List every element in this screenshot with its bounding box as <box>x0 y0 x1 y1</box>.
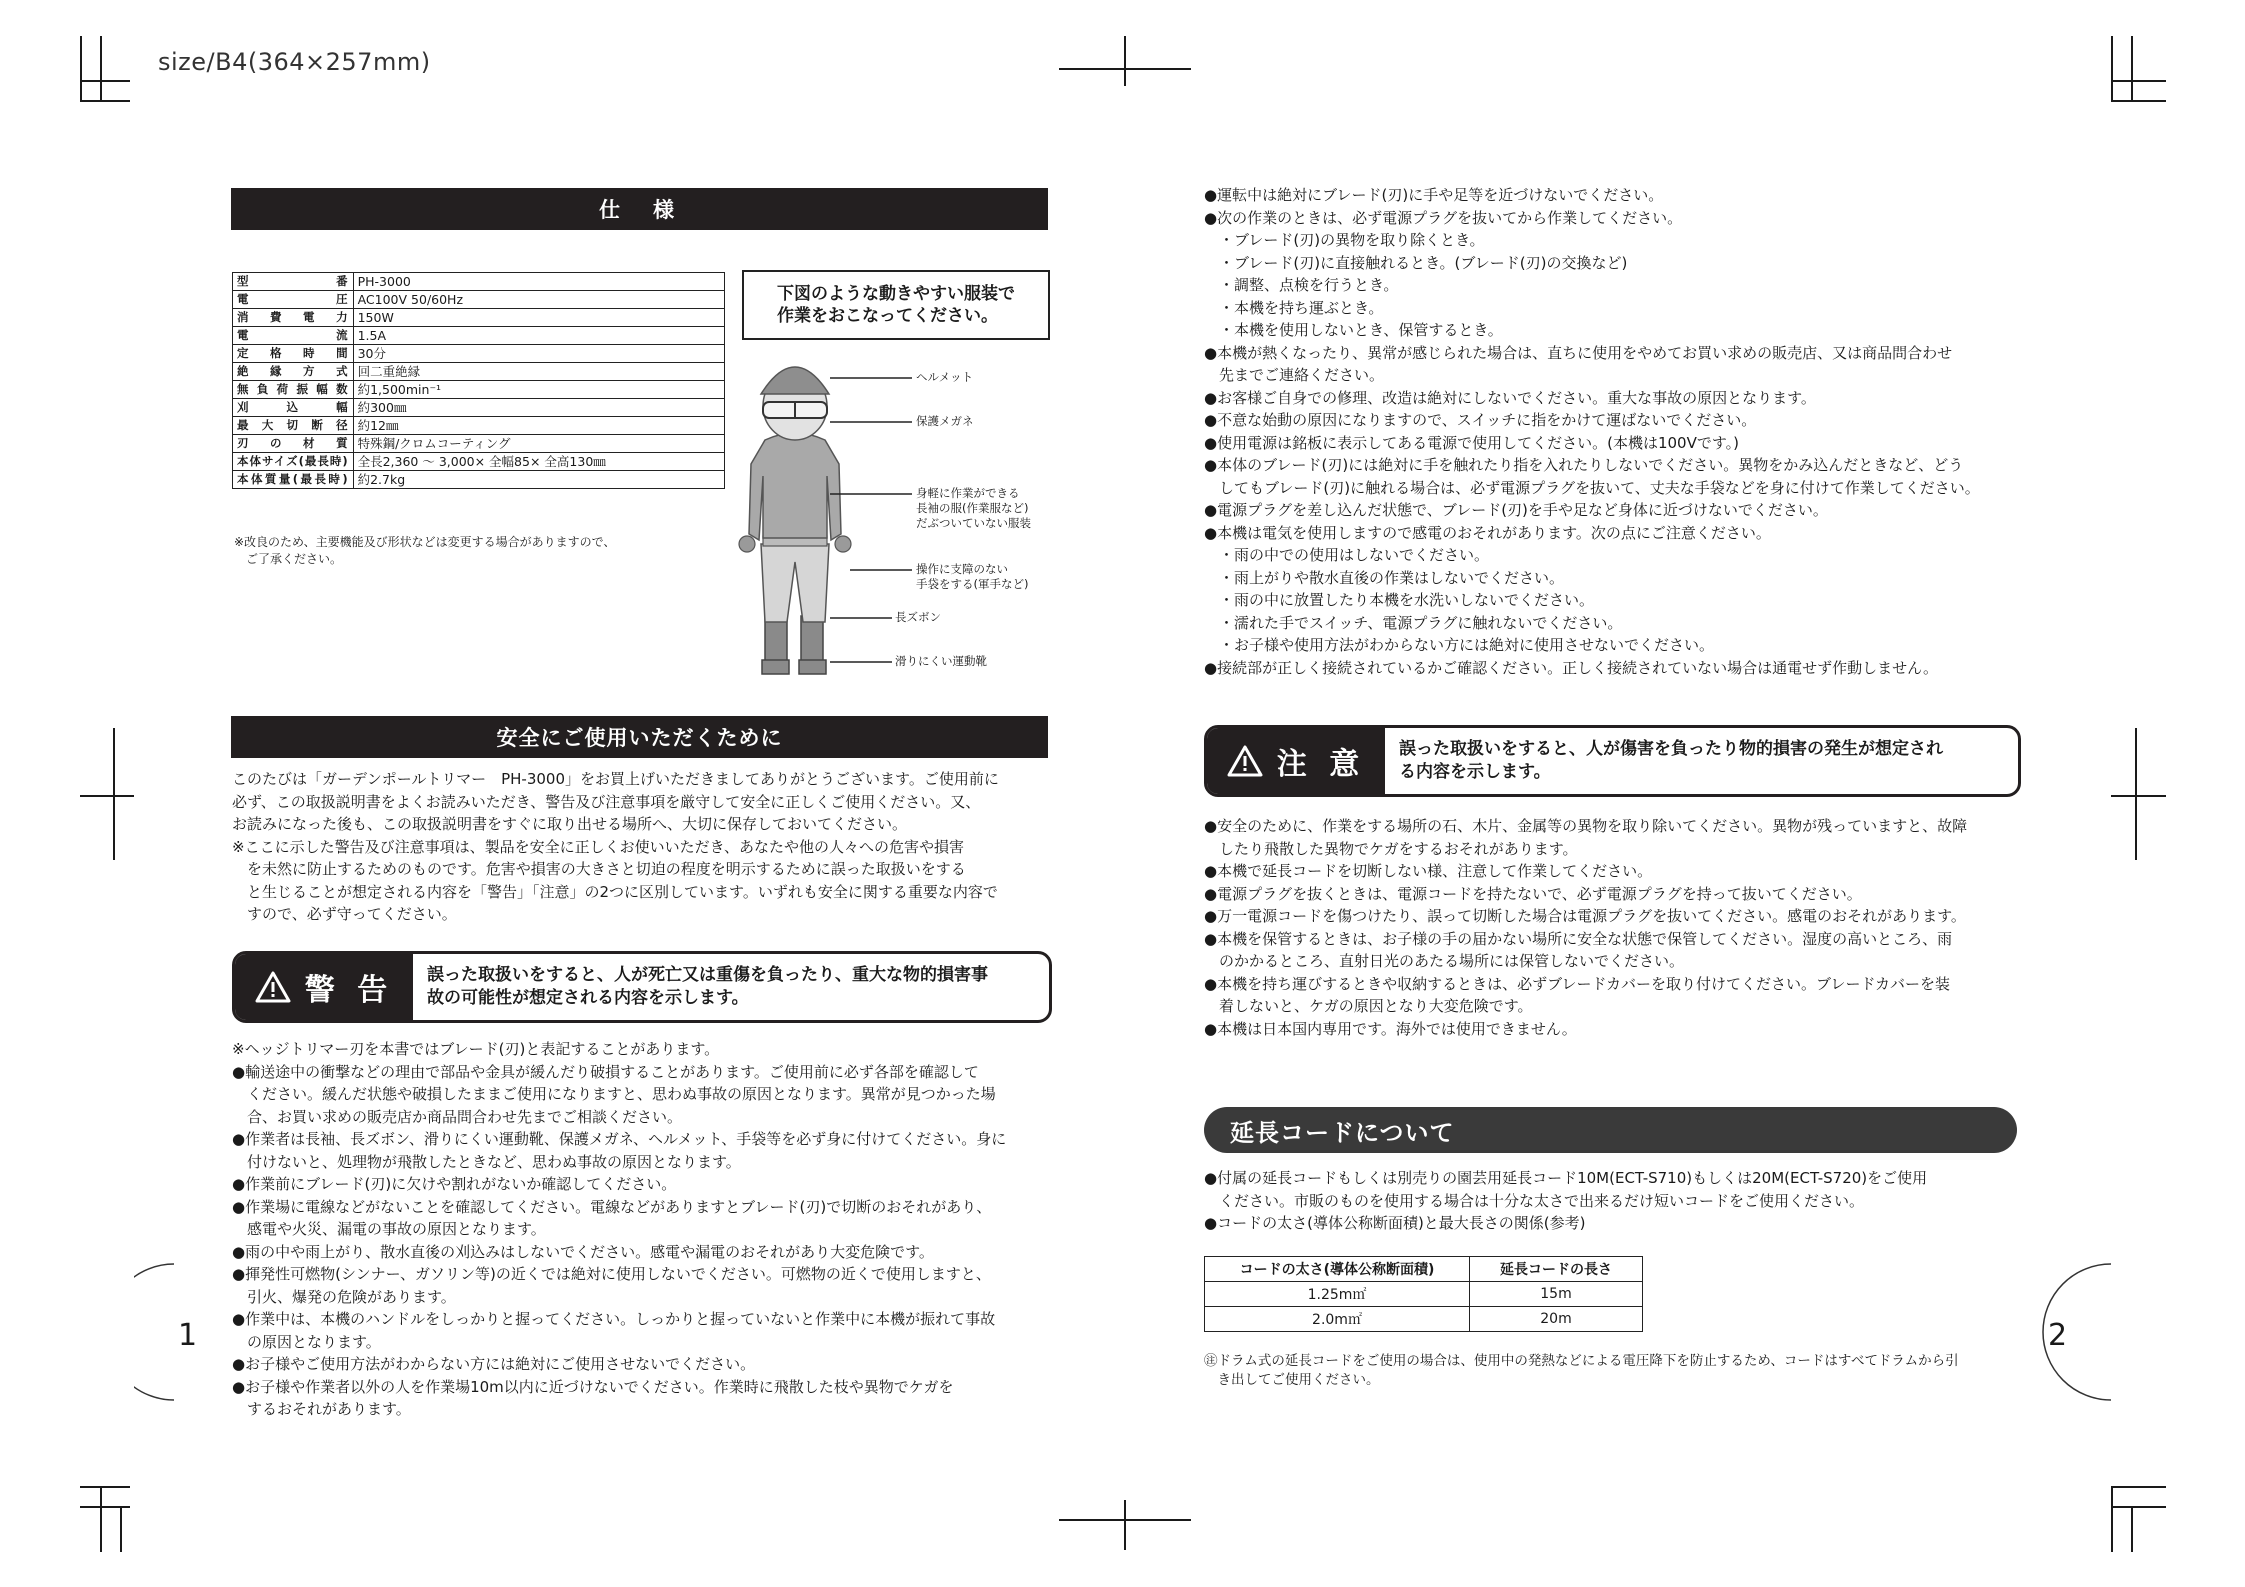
warning-line: するおそれがあります。 <box>232 1400 411 1418</box>
warning-line: 先までご連絡ください。 <box>1204 366 1385 384</box>
warning-line: ●お子様やご使用方法がわからない方には絶対にご使用させないでください。 <box>232 1355 756 1373</box>
spec-key: 本体サイズ(最長時) <box>233 453 354 471</box>
spec-value: 全長2,360 ～ 3,000× 全幅85× 全高130㎜ <box>353 453 724 471</box>
cord-header-length: 延長コードの長さ <box>1470 1257 1643 1282</box>
spec-value: 特殊鋼/クロムコーティング <box>353 435 724 453</box>
warning-line: ください。緩んだ状態や破損したままご使用になりますと、思わぬ事故の原因となります。異常が見つかった場 <box>232 1085 996 1103</box>
caution-line: したり飛散した異物でケガをするおそれがあります。 <box>1204 839 1578 858</box>
warning-line: ●揮発性可燃物(シンナー、ガソリン等)の近くでは絶対に使用しないでください。可燃物の近くで使用しますと、 <box>232 1265 991 1283</box>
spec-key: 最大切断径 <box>233 417 354 435</box>
warning-line: ●本機が熱くなったり、異常が感じられた場合は、直ちに使用をやめてお買い求めの販売店、又は商品問合わせ <box>1204 343 1953 362</box>
spec-value: 30分 <box>353 345 724 363</box>
spec-row <box>233 453 725 471</box>
spec-value: 約300㎜ <box>353 399 724 417</box>
warning-line: ●作業中は、本機のハンドルをしっかりと握ってください。しっかりと握っていないと作業中に本機が振れて事故 <box>232 1310 996 1328</box>
top-warning-items <box>1204 184 1980 679</box>
warning-line: ・濡れた手でスイッチ、電源プラグに触れないでください。 <box>1204 613 1623 632</box>
warning-line: ・本機を持ち運ぶとき。 <box>1204 298 1384 317</box>
label-gloves: 操作に支障のない 手袋をする(軍手など) <box>916 562 1029 591</box>
warning-line: ・お子様や使用方法がわからない方には絶対に使用させないでください。 <box>1204 636 1715 654</box>
spec-value: 回二重絶縁 <box>353 363 724 381</box>
warning-line: ●お客様ご自身での修理、改造は絶対にしないでください。重大な事故の原因となります。 <box>1204 388 1816 407</box>
spec-value: 1.5A <box>353 327 724 345</box>
spec-row <box>233 435 725 453</box>
spec-key: 無負荷振幅数 <box>233 381 354 399</box>
warning-line: ・本機を使用しないとき、保管するとき。 <box>1204 321 1503 339</box>
cord-cell: 15m <box>1470 1282 1643 1307</box>
caution-line: 着しないと、ケガの原因となり大変危険です。 <box>1204 997 1533 1015</box>
spec-key: 電圧 <box>233 291 354 309</box>
caution-line: ●電源プラグを抜くときは、電源コードを持たないで、必ず電源プラグを持って抜いてください。 <box>1204 884 1862 903</box>
caution-description: 誤った取扱いをすると、人が傷害を負ったり物的損害の発生が想定され る内容を示します。 <box>1399 739 1943 782</box>
spec-row <box>233 417 725 435</box>
spec-value: 約12㎜ <box>353 417 724 435</box>
page-arc-left <box>134 1262 174 1402</box>
label-goggles: 保護メガネ <box>916 414 974 428</box>
spec-row <box>233 381 725 399</box>
spec-row <box>233 327 725 345</box>
extension-cord-items <box>1204 1167 1927 1235</box>
warning-line: ●作業場に電線などがないことを確認してください。電線などがありますとブレード(刃)で切断のおそれがあり、 <box>232 1197 992 1216</box>
spec-key: 型番 <box>233 273 354 291</box>
intro-line: このたびは「ガーデンポールトリマー PH-3000」をお買上げいただきましてありがとうございます。ご使用前に <box>232 770 999 788</box>
spec-value: 約1,500min⁻¹ <box>353 381 724 399</box>
extension-cord-line: ください。市販のものを使用する場合は十分な太さで出来るだけ短いコードをご使用ください。 <box>1204 1191 1865 1210</box>
spec-row <box>233 309 725 327</box>
page-number-right: 2 <box>2048 1318 2068 1353</box>
caution-line: ●本機は日本国内専用です。海外では使用できません。 <box>1204 1019 1577 1038</box>
caution-items <box>1204 815 1967 1040</box>
spec-row <box>233 345 725 363</box>
extension-cord-title: 延長コードについて <box>1204 1107 2017 1153</box>
cord-cell: 20m <box>1470 1307 1643 1332</box>
spec-key: 絶縁方式 <box>233 363 354 381</box>
warning-line: ●雨の中や雨上がり、散水直後の刈込みはしないでください。感電や漏電のおそれがあり大変危険です。 <box>232 1242 934 1261</box>
warning-line: ●使用電源は銘板に表示してある電源で使用してください。(本機は100Vです。) <box>1204 433 1739 452</box>
safety-title: 安全にご使用いただくために <box>231 716 1048 758</box>
spec-key: 刈込幅 <box>233 399 354 417</box>
cord-table <box>1204 1256 1643 1332</box>
warning-line: ●本機は電気を使用しますので感電のおそれがあります。次の点にご注意ください。 <box>1204 523 1771 542</box>
spec-key: 電流 <box>233 327 354 345</box>
warning-line: 引火、爆発の危険があります。 <box>232 1287 456 1306</box>
caution-line: ●本機を持ち運びするときや収納するときは、必ずブレードカバーを取り付けてください。ブレードカバーを装 <box>1204 974 1950 993</box>
page-arc-right <box>2035 1262 2111 1402</box>
warning-line: ・調整、点検を行うとき。 <box>1204 276 1399 294</box>
warning-line: ●電源プラグを差し込んだ状態で、ブレード(刃)を手や足など身体に近づけないでください。 <box>1204 501 1828 519</box>
warning-items <box>232 1038 1006 1421</box>
warning-line: ●作業者は長袖、長ズボン、滑りにくい運動靴、保護メガネ、ヘルメット、手袋等を必ず身に付けてください。身に <box>232 1130 1007 1148</box>
warning-triangle-icon <box>255 971 291 1003</box>
spec-value: PH-3000 <box>353 273 724 291</box>
spec-key: 刃の材質 <box>233 435 354 453</box>
spec-value: 150W <box>353 309 724 327</box>
warning-box <box>232 951 1052 1023</box>
caution-line: ●安全のために、作業をする場所の石、木片、金属等の異物を取り除いてください。異物が残っていますと、故障 <box>1204 817 1968 835</box>
warning-line: ※ヘッジトリマー刃を本書ではブレード(刃)と表記することがあります。 <box>232 1040 720 1058</box>
warning-description: 誤った取扱いをすると、人が死亡又は重傷を負ったり、重大な物的損害事 故の可能性が想定される内容を示します。 <box>427 965 988 1008</box>
label-pants: 長ズボン <box>895 610 941 624</box>
spec-table <box>232 272 725 489</box>
warning-line: ●次の作業のときは、必ず電源プラグを抜いてから作業してください。 <box>1204 208 1683 227</box>
extension-cord-line: ●付属の延長コードもしくは別売りの園芸用延長コード10M(ECT-S710)もしくは20M(ECT-S720)をご使用 <box>1204 1169 1928 1187</box>
label-shoes: 滑りにくい運動靴 <box>895 654 987 668</box>
cord-header-size: コードの太さ(導体公称断面積) <box>1205 1257 1470 1282</box>
spec-title: 仕 様 <box>231 188 1048 230</box>
label-helmet: ヘルメット <box>916 370 974 384</box>
caution-line: ●本機で延長コードを切断しない様、注意して作業してください。 <box>1204 862 1653 880</box>
intro-line: と生じることが想定される内容を「警告」「注意」の2つに区別しています。いずれも安全に関する重要な内容で <box>232 882 998 901</box>
warning-line: ・ブレード(刃)に直接触れるとき。(ブレード(刃)の交換など) <box>1204 253 1628 272</box>
clothing-instruction-box: 下図のような動きやすい服装で 作業をおこなってください。 <box>742 270 1050 340</box>
spec-row <box>233 273 725 291</box>
warning-line: ●本体のブレード(刃)には絶対に手を触れたり指を入れたりしないでください。異物をかみ込んだときなど、どう <box>1204 456 1964 474</box>
paper-size-label: size/B4(364×257mm) <box>158 48 431 76</box>
cord-cell: 2.0m㎡ <box>1205 1307 1470 1332</box>
caution-triangle-icon <box>1227 745 1263 777</box>
warning-line: ●不意な始動の原因になりますので、スイッチに指をかけて運ばないでください。 <box>1204 411 1757 429</box>
cord-cell: 1.25m㎡ <box>1205 1282 1470 1307</box>
warning-line: ●運転中は絶対にブレード(刃)に手や足等を近づけないでください。 <box>1204 186 1664 204</box>
warning-line: ●接続部が正しく接続されているかご確認ください。正しく接続されていない場合は通電せず作動しません。 <box>1204 658 1938 677</box>
warning-line: 合、お買い求めの販売店か商品問合わせ先までご相談ください。 <box>232 1107 683 1126</box>
caution-line: ●万一電源コードを傷つけたり、誤って切断した場合は電源プラグを抜いてください。感電のおそれがあります。 <box>1204 907 1966 925</box>
label-clothes: 身軽に作業ができる 長袖の服(作業服など) だぶついていない服装 <box>916 486 1031 530</box>
caution-line: ●本機を保管するときは、お子様の手の届かない場所に安全な状態で保管してください。湿度の高いところ、雨 <box>1204 929 1953 948</box>
warning-line: 感電や火災、漏電の事故の原因となります。 <box>232 1220 546 1238</box>
warning-line: ・雨上がりや散水直後の作業はしないでください。 <box>1204 568 1565 587</box>
intro-line: 必ず、この取扱説明書をよくお読みいただき、警告及び注意事項を厳守して安全に正しくご使用ください。又、 <box>232 792 981 811</box>
spec-note: ※改良のため、主要機能及び形状などは変更する場合がありますので、 ご了承ください。 <box>234 535 616 566</box>
spec-row <box>233 471 725 489</box>
intro-line: お読みになった後も、この取扱説明書をすぐに取り出せる場所へ、大切に保存しておいてください。 <box>232 815 908 833</box>
spec-row <box>233 291 725 309</box>
caution-box <box>1204 725 2021 797</box>
warning-line: ●作業前にブレード(刃)に欠けや割れがないか確認してください。 <box>232 1175 677 1193</box>
spec-key: 消費電力 <box>233 309 354 327</box>
extension-cord-line: ●コードの太さ(導体公称断面積)と最大長さの関係(参考) <box>1204 1214 1586 1232</box>
warning-line: ・雨の中での使用はしないでください。 <box>1204 546 1490 564</box>
caution-line: のかかるところ、直射日光のあたる場所には保管しないでください。 <box>1204 952 1685 970</box>
warning-line: の原因となります。 <box>232 1332 381 1351</box>
figure-leader-lines <box>830 370 920 670</box>
warning-line: ●お子様や作業者以外の人を作業場10m以内に近づけないでください。作業時に飛散した枝や異物でケガを <box>232 1377 954 1396</box>
warning-line: 付けないと、処理物が飛散したときなど、思わぬ事故の原因となります。 <box>232 1152 741 1171</box>
warning-line: ・雨の中に放置したり本機を水洗いしないでください。 <box>1204 591 1595 609</box>
spec-key: 定格時間 <box>233 345 354 363</box>
warning-line: してもブレード(刃)に触れる場合は、必ず電源プラグを抜いて、丈夫な手袋などを身に付けて作業してください。 <box>1204 478 1980 497</box>
spec-value: 約2.7kg <box>353 471 724 489</box>
warning-header: 警 告 <box>235 954 413 1020</box>
spec-value: AC100V 50/60Hz <box>353 291 724 309</box>
intro-line: を未然に防止するためのものです。危害や損害の大きさと切迫の程度を明示するために誤った取扱いをする <box>232 860 966 878</box>
intro-paragraph <box>232 768 999 926</box>
caution-header: 注 意 <box>1207 728 1385 794</box>
warning-line: ●輸送途中の衝撃などの理由で部品や金具が緩んだり破損することがあります。ご使用前に必ず各部を確認して <box>232 1062 979 1081</box>
warning-line: ・ブレード(刃)の異物を取り除くとき。 <box>1204 231 1485 249</box>
spec-row <box>233 363 725 381</box>
cord-note: ㊟ドラム式の延長コードをご使用の場合は、使用中の発熱などによる電圧降下を防止するため、コードはすべてドラムから引 き出してご使用ください。 <box>1204 1353 1959 1388</box>
page-number-left: 1 <box>178 1318 198 1353</box>
spec-row <box>233 399 725 417</box>
spec-key: 本体質量(最長時) <box>233 471 354 489</box>
intro-line: ※ここに示した警告及び注意事項は、製品を安全に正しくお使いいただき、あなたや他の人々への危害や損害 <box>232 837 964 856</box>
intro-line: すので、必ず守ってください。 <box>232 905 457 923</box>
